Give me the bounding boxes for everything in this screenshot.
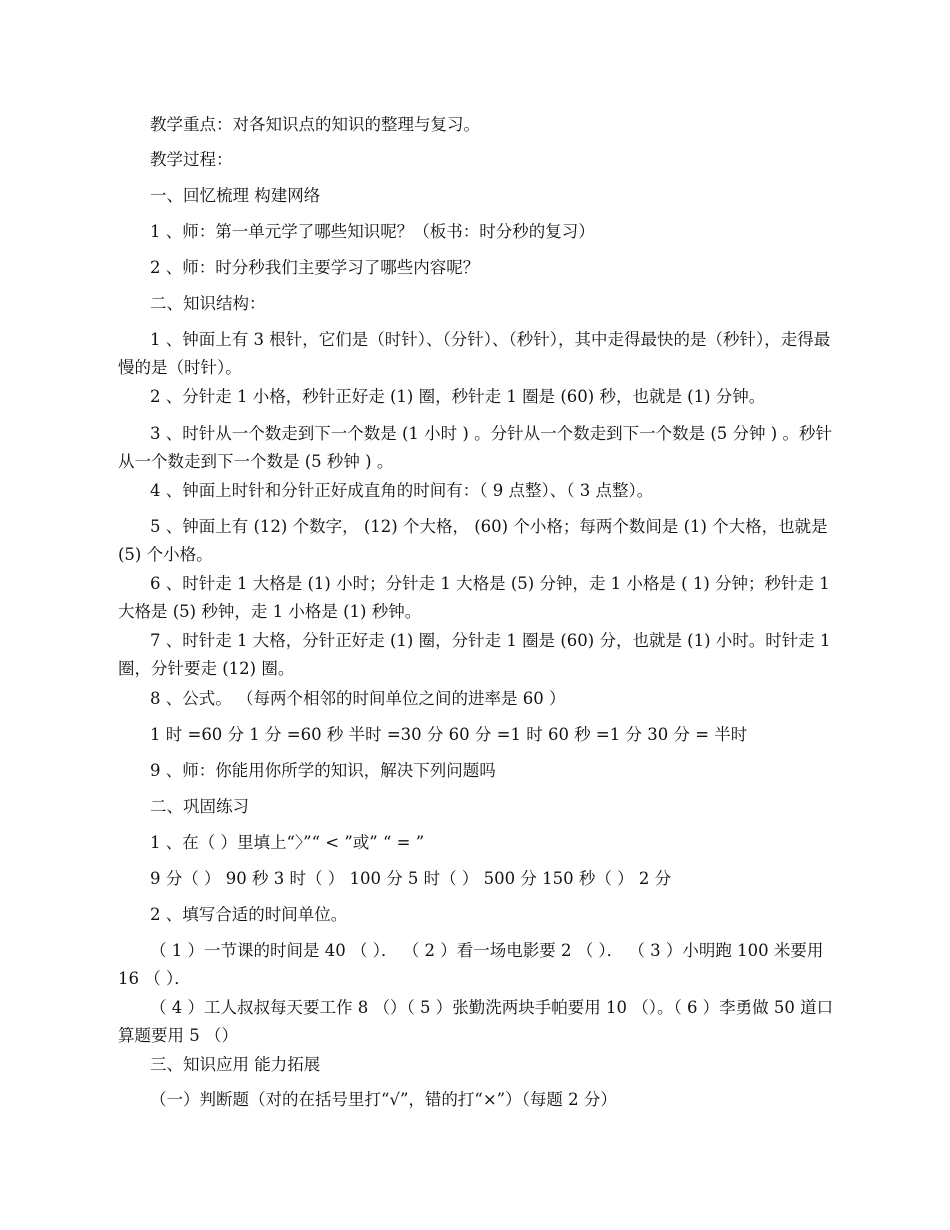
knowledge-item-9: 9 、师：你能用你所学的知识，解决下列问题吗 — [150, 761, 496, 780]
application-heading: 三、知识应用 能力拓展 — [150, 1055, 321, 1074]
section-review-heading: 一、回忆梳理 构建网络 — [150, 186, 321, 205]
exercise-2-instruction: 2 、填写合适的时间单位。 — [150, 905, 348, 924]
exercise-1-instruction: 1 、在（ ）里填上“〉”“ < ”或” “ = ” — [150, 833, 425, 852]
knowledge-item-7: 7 、时针走 1 大格，分针正好走 (1) 圈，分针走 1 圈是 (60) 分，也就是 (1) 小时。时针走 1 圈，分针要走 (12) 圈。 — [118, 631, 831, 678]
knowledge-item-1: 1 、钟面上有 3 根针，它们是（时针）、（分针）、（秒针），其中走得最快的是（秒针），走得最慢的是（时针）。 — [118, 330, 831, 377]
knowledge-item-5: 5 、钟面上有 (12) 个数字， (12) 个大格， (60) 个小格；每两个数间是 (1) 个大格，也就是 (5) 个小格。 — [118, 517, 828, 564]
knowledge-item-4: 4 、钟面上时针和分针正好成直角的时间有：（ 9 点整）、（ 3 点整）。 — [150, 481, 654, 500]
knowledge-item-3: 3 、时针从一个数走到下一个数是 (1 小时 ) 。分针从一个数走到下一个数是 (5 分钟 ) 。秒针从一个数走到下一个数是 (5 秒钟 ) 。 — [118, 424, 832, 471]
teaching-focus-line: 教学重点：对各知识点的知识的整理与复习。 — [150, 115, 480, 134]
exercise-2-items-b: （ 4 ）工人叔叔每天要工作 8 （）（ 5 ）张勤洗两块手帕要用 10 （）。（ 6 ）李勇做 50 道口算题要用 5 （） — [118, 998, 834, 1045]
knowledge-structure-heading: 二、知识结构： — [150, 294, 266, 313]
review-item-1: 1 、师：第一单元学了哪些知识呢？（板书：时分秒的复习） — [150, 222, 595, 241]
true-false-heading: （一）判断题（对的在括号里打“√”，错的打“×”）（每题 2 分） — [150, 1090, 617, 1109]
teaching-process-heading: 教学过程： — [150, 150, 233, 169]
exercise-1-items: 9 分（ ） 90 秒 3 时（ ） 100 分 5 时（ ） 500 分 150 秒（ ） 2 分 — [150, 869, 672, 888]
knowledge-item-6: 6 、时针走 1 大格是 (1) 小时；分针走 1 大格是 (5) 分钟，走 1 小格是 ( 1) 分钟；秒针走 1 大格是 (5) 秒钟，走 1 小格是 (1) 秒钟。 — [118, 574, 830, 621]
knowledge-item-8: 8 、公式。 （每两个相邻的时间单位之间的进率是 60 ） — [150, 689, 566, 708]
knowledge-item-2: 2 、分针走 1 小格，秒针正好走 (1) 圈，秒针走 1 圈是 (60) 秒，也就是 (1) 分钟。 — [150, 387, 766, 406]
exercise-2-items-a: （ 1 ）一节课的时间是 40 （ ）． （ 2 ）看一场电影要 2 （ ）． （ 3 ）小明跑 100 米要用 16 （ ）． — [118, 941, 824, 988]
consolidation-heading: 二、巩固练习 — [150, 797, 249, 816]
review-item-2: 2 、师：时分秒我们主要学习了哪些内容呢？ — [150, 258, 480, 277]
formula-line: 1 时 =60 分 1 分 =60 秒 半时 =30 分 60 分 =1 时 60 秒 =1 分 30 分 = 半时 — [150, 725, 748, 744]
